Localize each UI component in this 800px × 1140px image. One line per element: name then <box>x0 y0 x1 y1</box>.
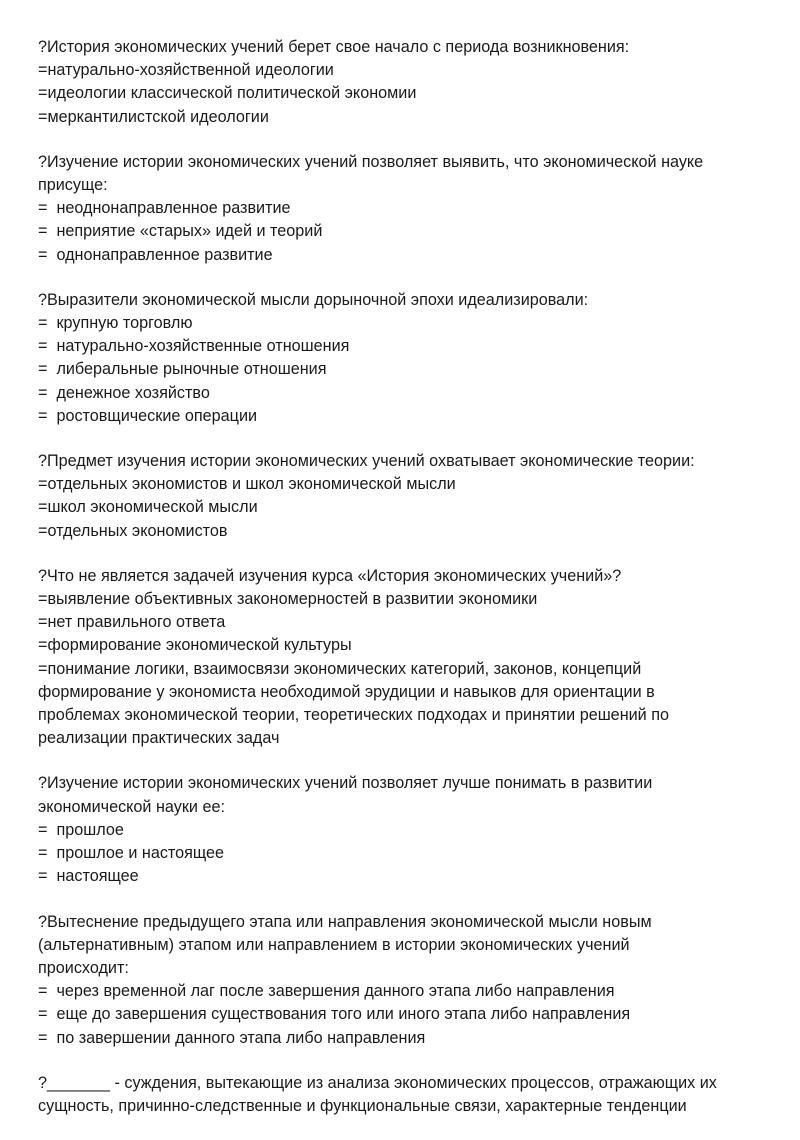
answer-line: =нет правильного ответа <box>38 613 226 632</box>
question-text: ?Выразители экономической мысли дорыночной эпохи идеализировали: <box>38 290 589 309</box>
answer-line: =меркантилистской идеологии <box>38 107 269 126</box>
question-text: ?_______ - суждения, вытекающие из анализа экономических процессов, отражающих их <box>38 1073 717 1092</box>
answer-line: = неоднонаправленное развитие <box>38 199 291 218</box>
answer-line: =выявление объективных закономерностей в развитии экономики <box>38 590 538 609</box>
answer-line: реализации практических задач <box>38 729 280 748</box>
answer-line: =идеологии классической политической экономии <box>38 84 417 103</box>
question-block <box>38 565 762 751</box>
answer-line: = по завершении данного этапа либо направления <box>38 1028 426 1047</box>
document-page <box>38 36 762 1140</box>
question-text: ?История экономических учений берет свое начало с периода возникновения: <box>38 38 630 56</box>
answer-line: присуще: <box>38 176 108 195</box>
question-text: ?Вытеснение предыдущего этапа или направления экономической мысли новым <box>38 912 652 931</box>
answer-line: сущность, причинно-следственные и функциональные связи, характерные тенденции <box>38 1096 687 1115</box>
question-block <box>38 1072 762 1118</box>
answer-line: экономической науки ее: <box>38 797 225 816</box>
question-block <box>38 772 762 888</box>
answer-line: =формирование экономической культуры <box>38 636 352 655</box>
question-block <box>38 289 762 428</box>
answer-line: = еще до завершения существования того или иного этапа либо направления <box>38 1005 631 1024</box>
answer-line: = ростовщические операции <box>38 406 258 425</box>
question-block <box>38 911 762 1050</box>
answer-line: (альтернативным) этапом или направлением в истории экономических учений <box>38 935 630 954</box>
question-block <box>38 151 762 267</box>
answer-line: =понимание логики, взаимосвязи экономических категорий, законов, концепций <box>38 659 642 678</box>
answer-line: = через временной лаг после завершения данного этапа либо направления <box>38 982 615 1001</box>
answer-line: =отдельных экономистов <box>38 521 228 540</box>
answer-line: = неприятие «старых» идей и теорий <box>38 222 323 241</box>
answer-line: =натурально-хозяйственной идеологии <box>38 61 334 80</box>
answer-line: = крупную торговлю <box>38 314 193 333</box>
answer-line: = прошлое <box>38 820 124 839</box>
answer-line: = настоящее <box>38 867 139 886</box>
answer-line: =школ экономической мысли <box>38 498 258 517</box>
answer-line: проблемах экономической теории, теоретических подходах и принятии решений по <box>38 706 669 725</box>
answer-line: формирование у экономиста необходимой эрудиции и навыков для ориентации в <box>38 682 655 701</box>
question-text: ?Что не является задачей изучения курса «История экономических учений»? <box>38 566 622 585</box>
question-block <box>38 36 762 129</box>
answer-line: = прошлое и настоящее <box>38 844 225 863</box>
answer-line: =отдельных экономистов и школ экономической мысли <box>38 475 456 494</box>
question-text: ?Предмет изучения истории экономических учений охватывает экономические теории: <box>38 452 695 471</box>
question-block <box>38 450 762 543</box>
answer-line: происходит: <box>38 958 129 977</box>
question-text: ?Изучение истории экономических учений позволяет выявить, что экономической науке <box>38 152 704 171</box>
answer-line: = денежное хозяйство <box>38 383 210 402</box>
question-text: ?Изучение истории экономических учений позволяет лучше понимать в развитии <box>38 774 653 793</box>
answer-line: = натурально-хозяйственные отношения <box>38 337 350 356</box>
answer-line: = либеральные рыночные отношения <box>38 360 327 379</box>
answer-line: = однонаправленное развитие <box>38 245 273 264</box>
